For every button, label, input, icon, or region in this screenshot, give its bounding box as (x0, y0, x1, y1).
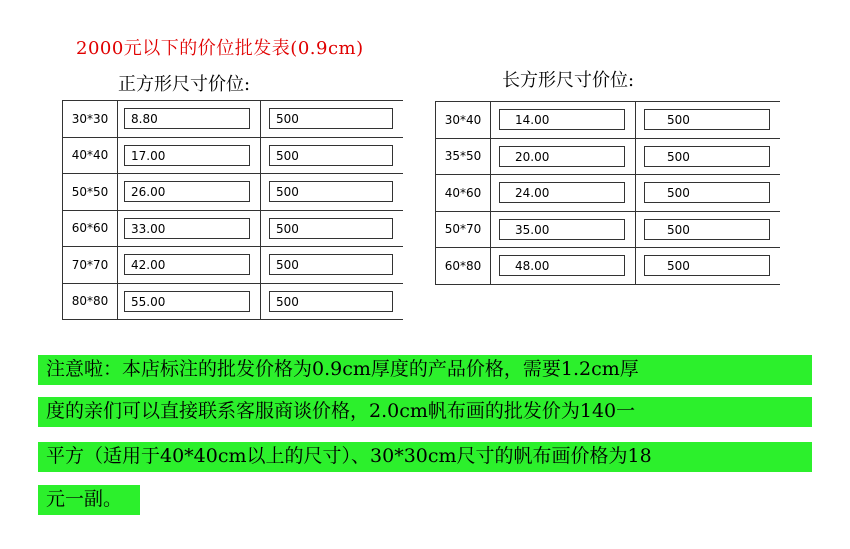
square-heading: 正方形尺寸价位: (118, 74, 251, 95)
table-row (63, 137, 404, 174)
quantity-cell (636, 211, 781, 248)
price-box: 26.00 (124, 181, 250, 202)
price-box: 33.00 (124, 218, 250, 239)
price-box: 14.00 (499, 109, 625, 130)
quantity-cell (261, 247, 404, 284)
price-cell (118, 101, 261, 138)
quantity-box: 500 (269, 218, 393, 239)
size-cell: 40*60 (436, 175, 491, 212)
notice-line-2: 度的亲们可以直接联系客服商谈价格，2.0cm帆布画的批发价为140一 (38, 397, 812, 427)
size-cell: 60*80 (436, 248, 491, 285)
table-row (436, 248, 781, 285)
quantity-box: 500 (269, 145, 393, 166)
price-box: 35.00 (499, 219, 625, 240)
price-cell (491, 138, 636, 175)
price-cell (491, 211, 636, 248)
size-cell: 30*40 (436, 102, 491, 139)
price-cell (118, 283, 261, 320)
quantity-cell (636, 102, 781, 139)
price-box: 42.00 (124, 254, 250, 275)
price-box: 55.00 (124, 291, 250, 312)
table-row (436, 102, 781, 139)
quantity-box: 500 (644, 219, 770, 240)
quantity-cell (261, 137, 404, 174)
price-box: 24.00 (499, 182, 625, 203)
notice-line-1: 注意啦：本店标注的批发价格为0.9cm厚度的产品价格，需要1.2cm厚 (38, 355, 812, 385)
quantity-cell (636, 248, 781, 285)
quantity-cell (261, 174, 404, 211)
quantity-box: 500 (269, 291, 393, 312)
table-row (63, 210, 404, 247)
size-cell: 50*70 (436, 211, 491, 248)
price-cell (491, 102, 636, 139)
price-box: 48.00 (499, 255, 625, 276)
table-row (436, 138, 781, 175)
size-cell: 80*80 (63, 283, 118, 320)
rect-price-table (435, 101, 780, 285)
notice-line-4: 元一副。 (38, 485, 140, 515)
rect-heading: 长方形尺寸价位: (502, 70, 635, 91)
quantity-box: 500 (269, 181, 393, 202)
notice-line-3: 平方（适用于40*40cm以上的尺寸）、30*30cm尺寸的帆布画价格为18 (38, 442, 812, 472)
price-box: 8.80 (124, 108, 250, 129)
table-row (63, 283, 404, 320)
quantity-box: 500 (644, 182, 770, 203)
quantity-box: 500 (269, 254, 393, 275)
table-row (63, 101, 404, 138)
page-title: 2000元以下的价位批发表(0.9cm) (76, 38, 364, 59)
quantity-cell (261, 101, 404, 138)
quantity-box: 500 (644, 255, 770, 276)
quantity-cell (261, 283, 404, 320)
price-cell (118, 174, 261, 211)
table-row (436, 211, 781, 248)
quantity-box: 500 (269, 108, 393, 129)
quantity-cell (636, 175, 781, 212)
quantity-box: 500 (644, 109, 770, 130)
table-row (63, 247, 404, 284)
quantity-cell (261, 210, 404, 247)
quantity-cell (636, 138, 781, 175)
size-cell: 70*70 (63, 247, 118, 284)
size-cell: 50*50 (63, 174, 118, 211)
price-box: 17.00 (124, 145, 250, 166)
size-cell: 35*50 (436, 138, 491, 175)
price-cell (118, 247, 261, 284)
price-cell (118, 210, 261, 247)
quantity-box: 500 (644, 146, 770, 167)
size-cell: 40*40 (63, 137, 118, 174)
size-cell: 30*30 (63, 101, 118, 138)
price-cell (491, 248, 636, 285)
price-cell (491, 175, 636, 212)
square-price-table (62, 100, 403, 320)
price-box: 20.00 (499, 146, 625, 167)
table-row (436, 175, 781, 212)
table-row (63, 174, 404, 211)
size-cell: 60*60 (63, 210, 118, 247)
price-cell (118, 137, 261, 174)
